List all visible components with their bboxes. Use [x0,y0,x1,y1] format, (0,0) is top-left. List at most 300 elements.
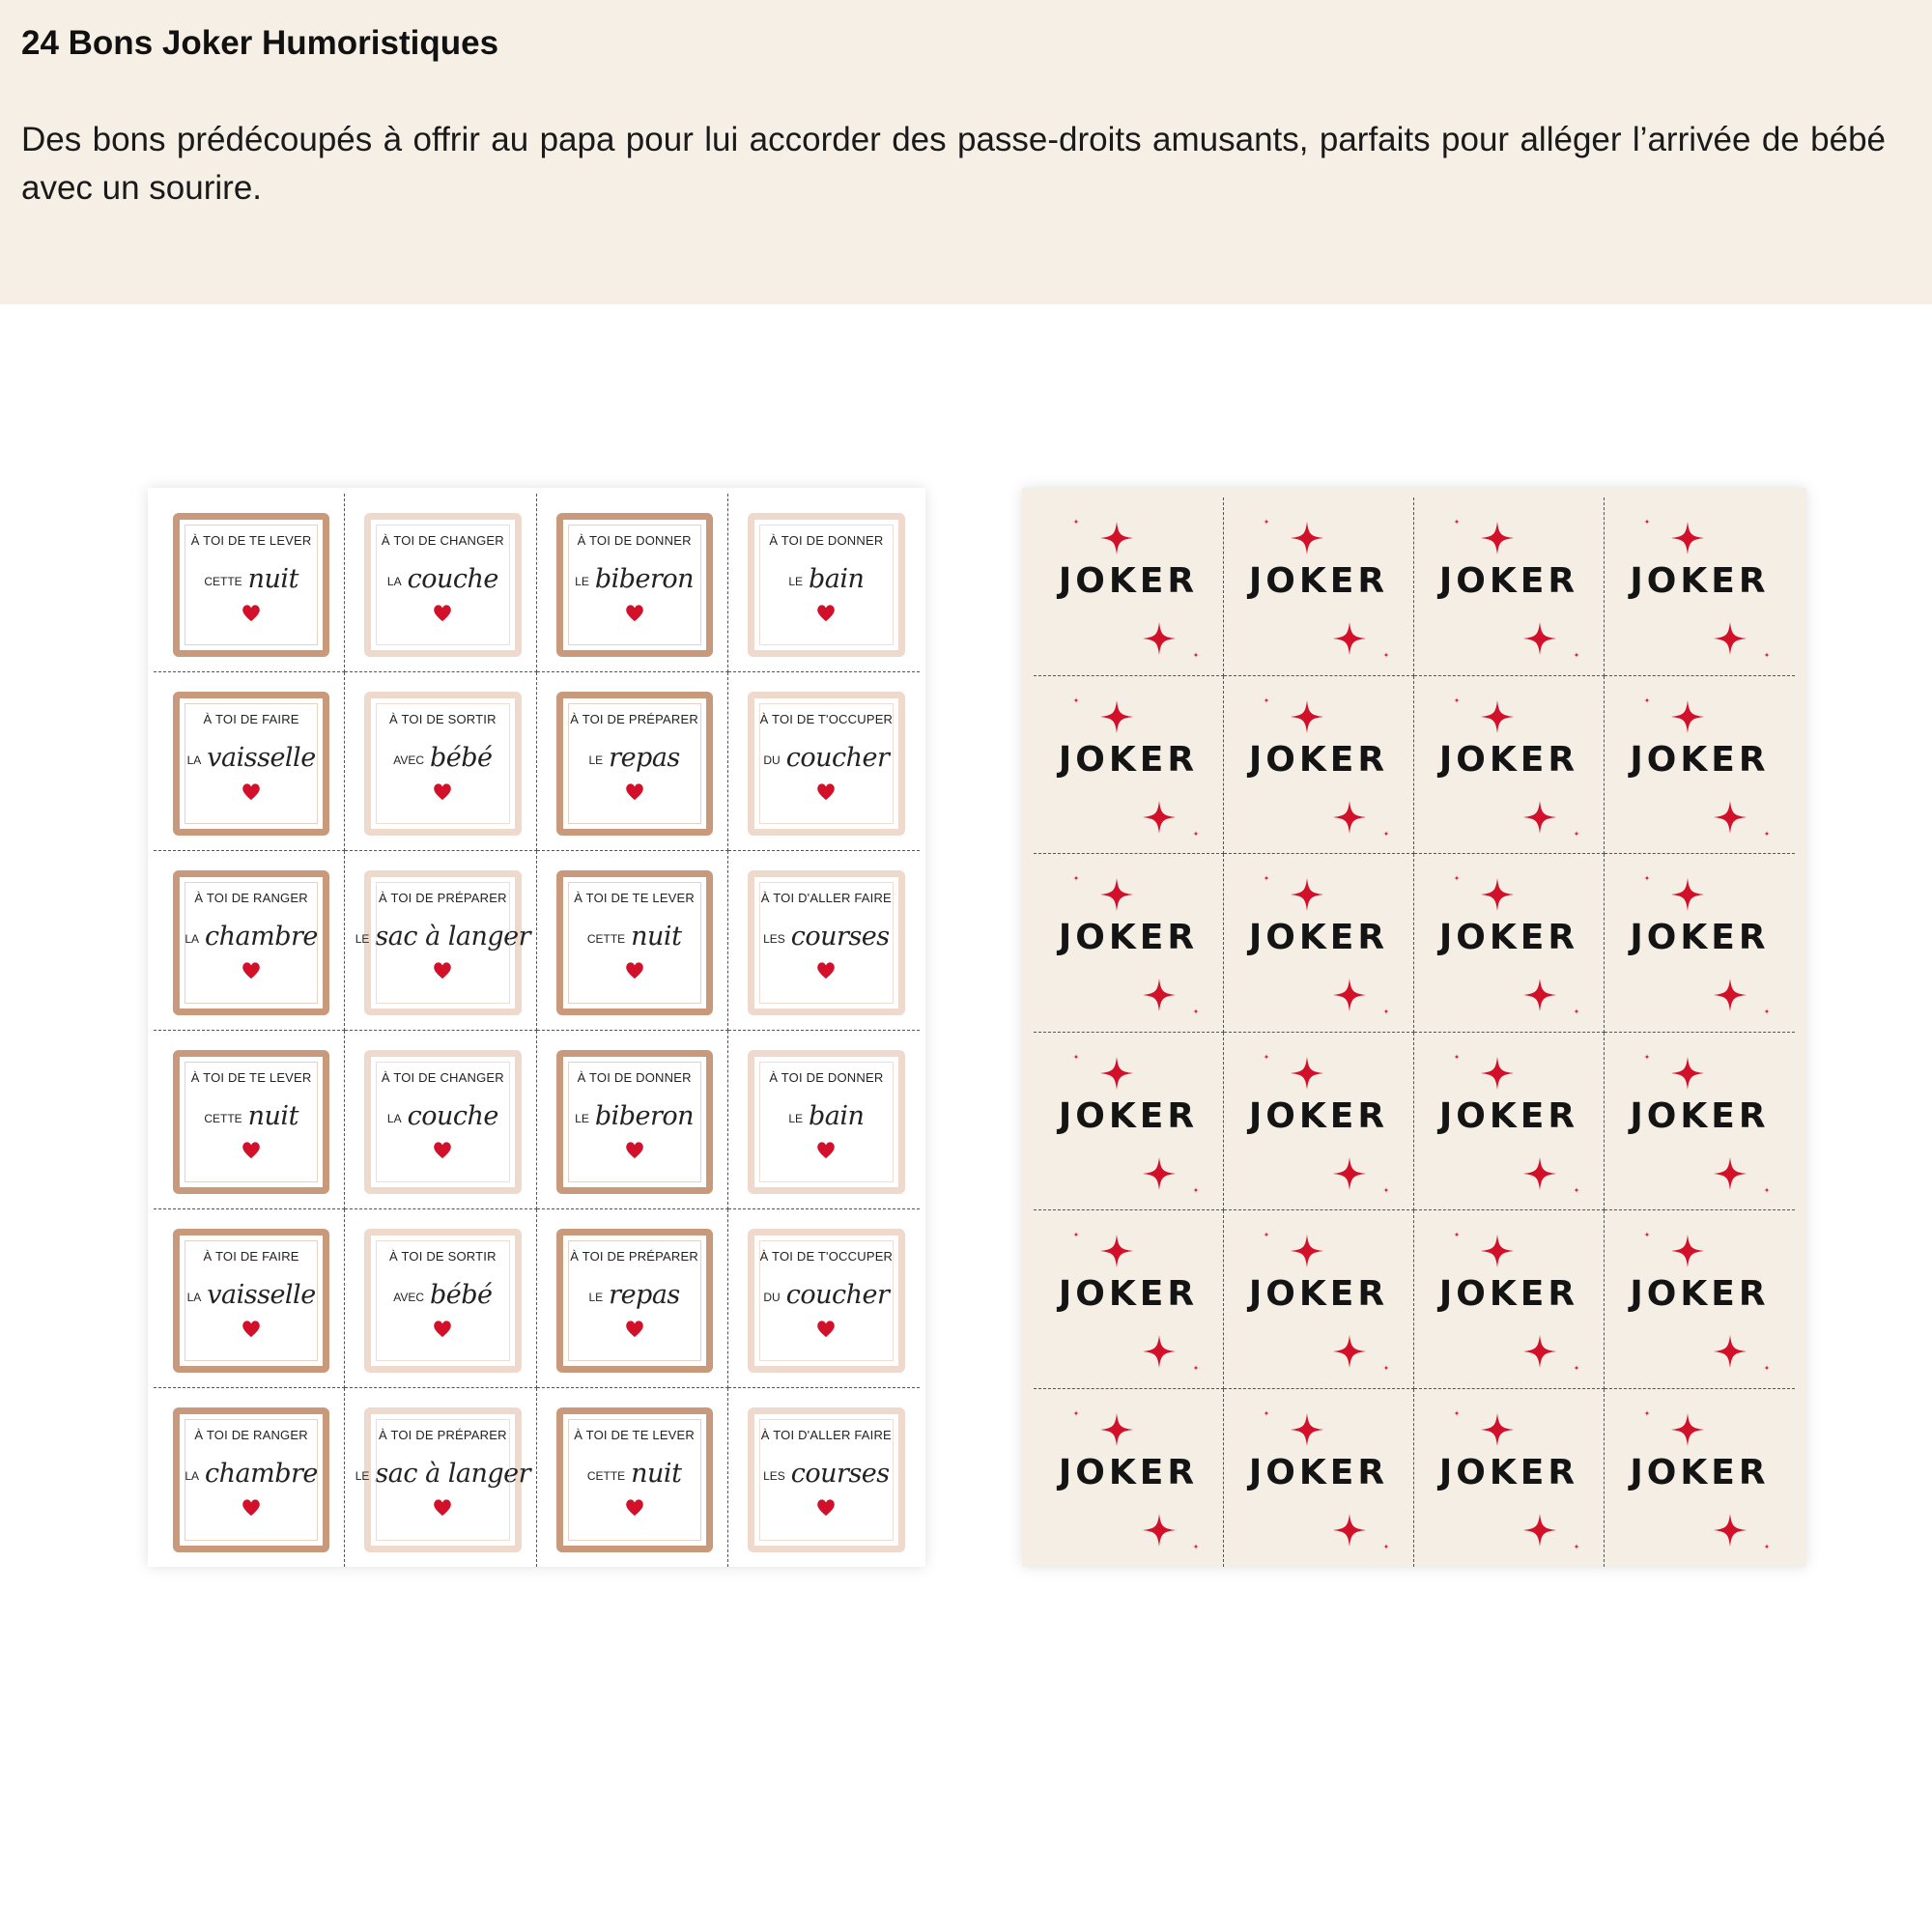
sparkle-star-icon [1523,801,1556,834]
small-sparkle-icon [1073,1232,1079,1237]
coupon-heading: À TOI DE RANGER [194,891,308,906]
coupon-article: LA [386,575,402,588]
coupon-task: vaisselle [207,743,316,774]
sparkle-star-icon [1143,622,1176,655]
coupon-card [364,1050,521,1194]
coupon-card [173,1050,329,1194]
coupon-heading: À TOI DE TE LEVER [190,1069,312,1085]
sparkle-star-icon [1523,1514,1556,1547]
small-sparkle-icon [1383,831,1389,837]
coupon-heading: À TOI DE DONNER [769,533,884,548]
coupon-cell [345,1031,536,1209]
sparkle-star-icon [1671,522,1704,554]
sparkle-star-icon [1333,1514,1366,1547]
coupon-cell [537,672,728,851]
sparkle-star-icon [1523,979,1556,1011]
coupon-cell [728,1388,920,1567]
sparkle-star-icon [1481,1235,1514,1267]
joker-label: JOKER [1438,1274,1579,1314]
coupon-card [355,870,531,1014]
coupon-heading: À TOI DE RANGER [194,1427,308,1442]
coupon-cell [154,494,345,672]
coupon-article: CETTE [586,1468,626,1483]
coupon-task: repas [609,743,680,774]
coupon-task: nuit [631,922,682,952]
coupon-task-line [588,730,679,777]
sparkle-star-icon [1523,622,1556,655]
sparkle-star-icon [1333,1157,1366,1190]
coupon-article: CETTE [586,932,626,947]
coupon-sheet [148,488,925,1567]
sparkle-star-icon [1100,1413,1133,1446]
small-sparkle-icon [1073,1054,1079,1060]
coupon-task-line [204,1089,298,1135]
heart-icon [624,602,645,623]
sparkle-star-icon [1714,979,1747,1011]
coupon-heading: À TOI DE FAIRE [203,712,299,727]
coupon-cell [728,672,920,851]
joker-label: JOKER [1630,1274,1770,1314]
coupon-card [173,1407,329,1552]
coupon-task-line [185,909,318,955]
small-sparkle-icon [1644,875,1650,881]
coupon-task: sac à langer [375,922,531,952]
coupon-cell [537,1031,728,1209]
sparkle-star-icon [1481,1057,1514,1090]
coupon-cell [154,1209,345,1388]
sparkle-star-icon [1481,878,1514,911]
small-sparkle-icon [1644,1054,1650,1060]
heart-icon [241,1496,262,1518]
coupon-task-line [355,1446,530,1492]
sparkle-star-icon [1333,622,1366,655]
coupon-grid [154,494,920,1567]
small-sparkle-icon [1454,1232,1460,1237]
small-sparkle-icon [1193,1365,1199,1371]
coupon-card [748,513,905,657]
joker-label: JOKER [1248,561,1389,601]
coupon-cell [728,1031,920,1209]
small-sparkle-icon [1644,1232,1650,1237]
joker-card [1605,497,1795,676]
small-sparkle-icon [1764,1365,1770,1371]
coupon-article: LE [788,575,804,588]
sparkle-star-icon [1143,801,1176,834]
coupon-article: CETTE [204,575,242,588]
coupon-heading: À TOI DE T'OCCUPER [759,1248,894,1264]
coupon-heading: À TOI DE DONNER [577,1069,692,1085]
coupon-task-line [587,1446,682,1492]
small-sparkle-icon [1264,697,1269,703]
small-sparkle-icon [1764,652,1770,658]
heart-icon [241,602,262,623]
small-sparkle-icon [1574,831,1579,837]
heart-icon [432,602,453,623]
coupon-card [364,1229,521,1373]
small-sparkle-icon [1193,831,1199,837]
joker-card [1034,1033,1224,1211]
joker-card [1414,676,1605,855]
small-sparkle-icon [1454,875,1460,881]
coupon-heading: À TOI DE TE LEVER [574,1427,696,1442]
coupon-article: DU [763,753,781,768]
coupon-heading: À TOI DE DONNER [769,1069,884,1085]
coupon-task: coucher [785,743,890,774]
coupon-task: vaisselle [207,1279,316,1310]
coupon-cell [154,1388,345,1567]
small-sparkle-icon [1454,697,1460,703]
coupon-task: nuit [247,1100,298,1131]
joker-grid [1034,497,1795,1567]
coupon-card [173,870,329,1014]
sparkle-star-icon [1714,801,1747,834]
coupon-article: LE [788,1111,804,1125]
coupon-article: LA [186,1290,202,1304]
coupon-heading: À TOI DE DONNER [577,533,692,548]
sparkle-star-icon [1714,1157,1747,1190]
heart-icon [815,1496,837,1518]
coupon-article: CETTE [204,1111,242,1125]
sparkle-star-icon [1100,1235,1133,1267]
heart-icon [624,959,645,980]
coupon-task-line [575,552,694,598]
coupon-cell [537,1388,728,1567]
heart-icon [432,1496,453,1518]
joker-label: JOKER [1058,739,1199,780]
coupon-card [748,1050,905,1194]
joker-card [1414,1389,1605,1568]
coupon-article: LA [185,932,200,947]
small-sparkle-icon [1574,1544,1579,1549]
coupon-task: nuit [247,564,298,594]
coupon-task: couche [407,564,498,594]
joker-label: JOKER [1630,1452,1770,1492]
coupon-card [364,513,521,657]
coupon-card [556,1229,713,1373]
coupon-article: DU [763,1290,781,1304]
joker-label: JOKER [1058,1452,1199,1492]
coupon-task: sac à langer [375,1458,531,1489]
heart-icon [241,781,262,802]
coupon-card [748,870,905,1014]
heart-icon [815,959,837,980]
coupon-card [748,1229,905,1373]
joker-card [1224,676,1414,855]
sparkle-star-icon [1100,878,1133,911]
joker-label: JOKER [1058,561,1199,601]
coupon-card [173,1229,329,1373]
small-sparkle-icon [1644,1410,1650,1416]
coupon-task: chambre [205,1458,318,1489]
coupon-heading: À TOI DE SORTIR [389,1248,497,1264]
coupon-task-line [587,909,682,955]
small-sparkle-icon [1073,1410,1079,1416]
sparkle-star-icon [1671,1235,1704,1267]
coupon-cell [537,1209,728,1388]
heart-icon [815,602,837,623]
heart-icon [432,781,453,802]
joker-card [1224,1033,1414,1211]
joker-label: JOKER [1630,561,1770,601]
joker-label: JOKER [1630,918,1770,957]
coupon-card [556,513,713,657]
coupon-heading: À TOI DE T'OCCUPER [759,712,894,727]
coupon-article: LE [575,575,589,588]
small-sparkle-icon [1454,519,1460,525]
small-sparkle-icon [1454,1410,1460,1416]
coupon-task-line [763,730,889,777]
small-sparkle-icon [1764,831,1770,837]
coupon-card [173,692,329,836]
small-sparkle-icon [1193,1187,1199,1193]
small-sparkle-icon [1383,1009,1389,1014]
sparkle-star-icon [1291,878,1323,911]
sparkle-star-icon [1100,1057,1133,1090]
sparkle-star-icon [1143,979,1176,1011]
coupon-task: nuit [631,1458,682,1489]
coupon-cell [345,494,536,672]
sparkle-star-icon [1291,1057,1323,1090]
coupon-article: AVEC [393,1290,424,1304]
heart-icon [815,1318,837,1339]
joker-label: JOKER [1248,1274,1389,1314]
joker-card [1605,854,1795,1033]
coupon-article: LE [355,1468,370,1483]
heart-icon [815,1139,837,1160]
sparkle-star-icon [1143,1335,1176,1368]
coupon-cell [537,851,728,1030]
joker-card [1414,1033,1605,1211]
coupon-task-line [763,1446,890,1492]
heart-icon [624,1496,645,1518]
coupon-cell [537,494,728,672]
coupon-article: LES [763,1468,785,1483]
sparkle-star-icon [1100,522,1133,554]
joker-label: JOKER [1438,561,1579,601]
heart-icon [624,1318,645,1339]
coupon-task-line [575,1089,694,1135]
coupon-heading: À TOI DE FAIRE [203,1248,299,1264]
coupon-task: biberon [594,564,695,594]
sparkle-star-icon [1291,522,1323,554]
small-sparkle-icon [1193,1009,1199,1014]
sparkle-star-icon [1714,1514,1747,1547]
sparkle-star-icon [1100,700,1133,733]
sparkle-star-icon [1143,1157,1176,1190]
coupon-article: AVEC [393,753,424,768]
coupon-heading: À TOI DE CHANGER [381,1069,504,1085]
joker-card [1224,854,1414,1033]
coupon-heading: À TOI D'ALLER FAIRE [760,891,892,906]
coupon-task: chambre [205,922,318,952]
joker-label: JOKER [1248,1452,1389,1492]
joker-card [1605,1389,1795,1568]
coupon-card [556,1050,713,1194]
joker-label: JOKER [1630,1095,1770,1136]
coupon-heading: À TOI DE TE LEVER [574,891,696,906]
coupon-heading: À TOI DE CHANGER [381,533,504,548]
coupon-task: bébé [430,1279,493,1310]
coupon-task-line [185,1446,318,1492]
small-sparkle-icon [1574,1009,1579,1014]
sparkle-star-icon [1481,1413,1514,1446]
coupon-task: bain [809,564,865,594]
coupon-task-line [788,1089,864,1135]
coupon-task-line [393,1267,492,1314]
joker-sheet [1022,488,1806,1567]
small-sparkle-icon [1073,875,1079,881]
coupon-task: bébé [430,743,493,774]
sparkle-star-icon [1333,979,1366,1011]
small-sparkle-icon [1644,519,1650,525]
heart-icon [241,959,262,980]
coupon-card [173,513,329,657]
heart-icon [624,781,645,802]
heart-icon [241,1139,262,1160]
joker-label: JOKER [1058,1095,1199,1136]
joker-label: JOKER [1058,918,1199,957]
sparkle-star-icon [1291,1413,1323,1446]
coupon-article: LA [386,1111,402,1125]
coupon-task: bain [809,1100,865,1131]
coupon-cell [345,1209,536,1388]
sparkle-star-icon [1523,1157,1556,1190]
coupon-article: LA [186,753,202,768]
heart-icon [815,781,837,802]
sparkle-star-icon [1481,700,1514,733]
small-sparkle-icon [1193,652,1199,658]
sparkle-star-icon [1143,1514,1176,1547]
coupon-cell [345,851,536,1030]
coupon-card [748,692,905,836]
small-sparkle-icon [1264,1410,1269,1416]
coupon-task-line [393,730,492,777]
joker-card [1414,854,1605,1033]
sparkle-star-icon [1333,1335,1366,1368]
small-sparkle-icon [1264,1054,1269,1060]
sparkle-star-icon [1291,700,1323,733]
joker-card [1605,1033,1795,1211]
page-description: Des bons prédécoupés à offrir au papa pour lui accorder des passe-droits amusants, parfaits pour alléger l’arrivée de bébé avec un sourire. [21,121,1886,207]
coupon-heading: À TOI D'ALLER FAIRE [760,1427,892,1442]
coupon-task-line [204,552,298,598]
sparkle-star-icon [1333,801,1366,834]
coupon-heading: À TOI DE PRÉPARER [379,891,507,906]
joker-label: JOKER [1630,739,1770,780]
coupon-article: LE [355,932,370,947]
small-sparkle-icon [1264,519,1269,525]
coupon-task-line [387,1089,498,1135]
small-sparkle-icon [1574,1187,1579,1193]
coupon-task-line [788,552,864,598]
sparkle-star-icon [1714,1335,1747,1368]
coupon-task: couche [407,1100,498,1131]
coupon-task: biberon [594,1100,695,1131]
small-sparkle-icon [1073,519,1079,525]
coupon-cell [345,1388,536,1567]
sparkle-star-icon [1671,878,1704,911]
sparkle-star-icon [1671,1413,1704,1446]
coupon-article: LA [185,1468,200,1483]
heart-icon [432,959,453,980]
sparkle-star-icon [1291,1235,1323,1267]
coupon-task: coucher [785,1279,890,1310]
small-sparkle-icon [1454,1054,1460,1060]
coupon-task-line [763,1267,889,1314]
small-sparkle-icon [1073,697,1079,703]
coupon-card [364,692,521,836]
heart-icon [241,1318,262,1339]
joker-label: JOKER [1438,918,1579,957]
small-sparkle-icon [1574,652,1579,658]
joker-card [1414,497,1605,676]
small-sparkle-icon [1193,1544,1199,1549]
coupon-task-line [387,552,498,598]
joker-label: JOKER [1248,739,1389,780]
header-banner [0,0,1932,304]
coupon-heading: À TOI DE PRÉPARER [570,712,698,727]
small-sparkle-icon [1644,697,1650,703]
sparkle-star-icon [1523,1335,1556,1368]
coupon-task-line [355,909,530,955]
joker-card [1224,1210,1414,1389]
coupon-cell [728,851,920,1030]
heart-icon [432,1139,453,1160]
coupon-heading: À TOI DE SORTIR [389,712,497,727]
coupon-card [556,692,713,836]
coupon-article: LE [588,753,604,768]
joker-label: JOKER [1438,739,1579,780]
joker-label: JOKER [1248,918,1389,957]
coupon-task: courses [790,922,890,952]
coupon-heading: À TOI DE PRÉPARER [379,1427,507,1442]
sparkle-star-icon [1671,1057,1704,1090]
coupon-cell [154,672,345,851]
joker-card [1224,497,1414,676]
joker-label: JOKER [1058,1274,1199,1314]
coupon-card [748,1407,905,1552]
small-sparkle-icon [1764,1009,1770,1014]
joker-card [1605,1210,1795,1389]
joker-card [1034,676,1224,855]
joker-card [1414,1210,1605,1389]
coupon-task-line [187,730,316,777]
coupon-cell [728,494,920,672]
coupon-cell [345,672,536,851]
coupon-article: LE [588,1290,604,1304]
small-sparkle-icon [1383,1187,1389,1193]
sparkle-star-icon [1714,622,1747,655]
small-sparkle-icon [1383,652,1389,658]
heart-icon [432,1318,453,1339]
coupon-task: courses [790,1458,890,1489]
small-sparkle-icon [1264,875,1269,881]
coupon-article: LE [575,1111,589,1125]
small-sparkle-icon [1264,1232,1269,1237]
joker-card [1224,1389,1414,1568]
joker-label: JOKER [1438,1452,1579,1492]
joker-card [1034,1389,1224,1568]
small-sparkle-icon [1383,1544,1389,1549]
page-title: 24 Bons Joker Humoristiques [21,24,499,62]
coupon-task: repas [609,1279,680,1310]
coupon-article: LES [763,932,785,947]
coupon-card [556,1407,713,1552]
joker-label: JOKER [1438,1095,1579,1136]
joker-card [1034,1210,1224,1389]
coupon-heading: À TOI DE PRÉPARER [570,1248,698,1264]
joker-card [1605,676,1795,855]
